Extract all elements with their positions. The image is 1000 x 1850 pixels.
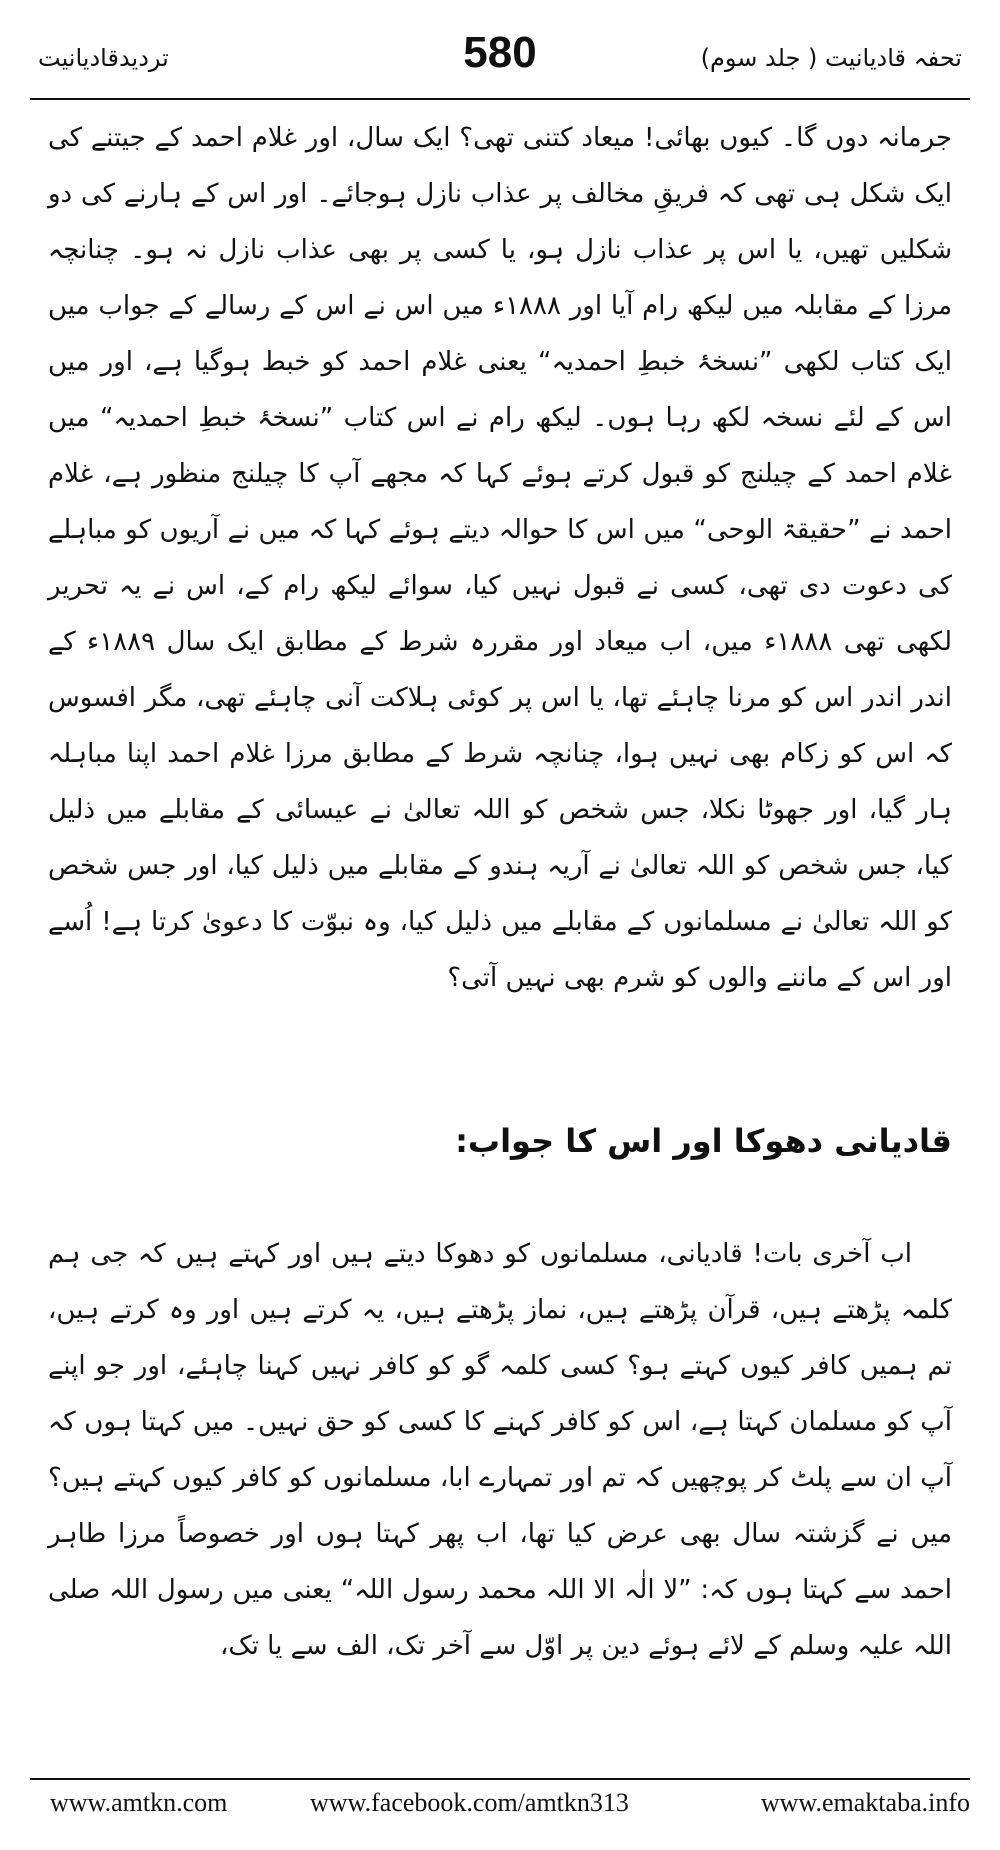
footer-divider (30, 1778, 970, 1780)
page-footer (50, 1788, 970, 1828)
paragraph: اب آخری بات! قادیانی، مسلمانوں کو دھوکا دیتے ہیں اور کہتے ہیں کہ جی ہم کلمہ پڑھتے ہیں، قرآن پڑھتے ہیں، نماز پڑھتے ہیں، یہ کرتے ہیں اور وہ کرتے ہیں، تم ہمیں کافر کیوں کہتے ہو؟ کسی کلمہ گو کو کافر نہیں کہنا چاہئے، اور جو اپنے آپ کو مسلمان کہتا ہے، اس کو کافر کہنے کا کسی کو حق نہیں۔ میں کہتا ہوں کہ آپ ان سے پلٹ کر پوچھیں کہ تم اور تمہارے ابا، مسلمانوں کو کافر کیوں کہتے ہیں؟ میں نے گزشتہ سال بھی عرض کیا تھا، اب پھر کہتا ہوں اور خصوصاً مرزا طاہر احمد سے کہتا ہوں کہ: ”لا الٰہ الا اللہ محمد رسول اللہ“ یعنی میں رسول اللہ صلی اللہ علیہ وسلم کے لائے ہوئے دین پر اوّل سے آخر تک، الف سے یا تک، (48, 1239, 953, 1661)
page-header (30, 28, 970, 88)
header-divider (30, 98, 970, 100)
page-number: 580 (463, 28, 537, 77)
footer-link-amtkn[interactable]: www.amtkn.com (50, 1788, 228, 1817)
main-text (48, 110, 952, 1006)
footer-link-facebook[interactable]: www.facebook.com/amtkn313 (310, 1788, 629, 1817)
main-text-continued (48, 1226, 952, 1674)
paragraph: جرمانہ دوں گا۔ کیوں بھائی! میعاد کتنی تھی؟ ایک سال، اور غلام احمد کے جیتنے کی ایک شکل ہی تھی کہ فریقِ مخالف پر عذاب نازل ہوجائے۔ اور اس کے ہارنے کی دو شکلیں تھیں، یا اس پر عذاب نازل ہو، یا کسی پر بھی عذاب نازل نہ ہو۔ چنانچہ مرزا کے مقابلہ میں لیکھ رام آیا اور ۱۸۸۸ء میں اس نے اس کے رسالے کے جواب میں ایک کتاب لکھی ”نسخۂ خبطِ احمدیہ“ یعنی غلام احمد کو خبط ہوگیا ہے، اور میں اس کے لئے نسخہ لکھ رہا ہوں۔ لیکھ رام نے اس کتاب ”نسخۂ خبطِ احمدیہ“ میں غلام احمد کے چیلنج کو قبول کرتے ہوئے کہا کہ مجھے آپ کا چیلنج منظور ہے، غلام احمد نے ”حقیقۃ الوحی“ میں اس کا حوالہ دیتے ہوئے کہا کہ میں نے آریوں کو مباہلے کی دعوت دی تھی، کسی نے قبول نہیں کیا، سوائے لیکھ رام کے، اس نے یہ تحریر لکھی تھی ۱۸۸۸ء میں، اب میعاد اور مقررہ شرط کے مطابق ایک سال ۱۸۸۹ء کے اندر اندر اس کو مرنا چاہئے تھا، یا اس پر کوئی ہلاکت آنی چاہئے تھی، مگر افسوس کہ اس کو زکام بھی نہیں ہوا، چنانچہ شرط کے مطابق مرزا غلام احمد اپنا مباہلہ ہار گیا، اور جھوٹا نکلا، جس شخص کو اللہ تعالیٰ نے عیسائی کے مقابلے میں ذلیل کیا، جس شخص کو اللہ تعالیٰ نے آریہ ہندو کے مقابلے میں ذلیل کیا، اور جس شخص کو اللہ تعالیٰ نے مسلمانوں کے مقابلے میں ذلیل کیا، وہ نبوّت کا دعویٰ کرتا ہے! اُسے اور اس کے ماننے والوں کو شرم بھی نہیں آتی؟ (48, 123, 953, 993)
footer-link-emaktaba[interactable]: www.emaktaba.info (760, 1788, 970, 1817)
book-title: تحفہ قادیانیت ( جلد سوم) (700, 44, 962, 72)
section-heading: قادیانی دھوکا اور اس کا جواب: (455, 1122, 952, 1160)
section-title: تردیدقادیانیت (38, 44, 169, 72)
